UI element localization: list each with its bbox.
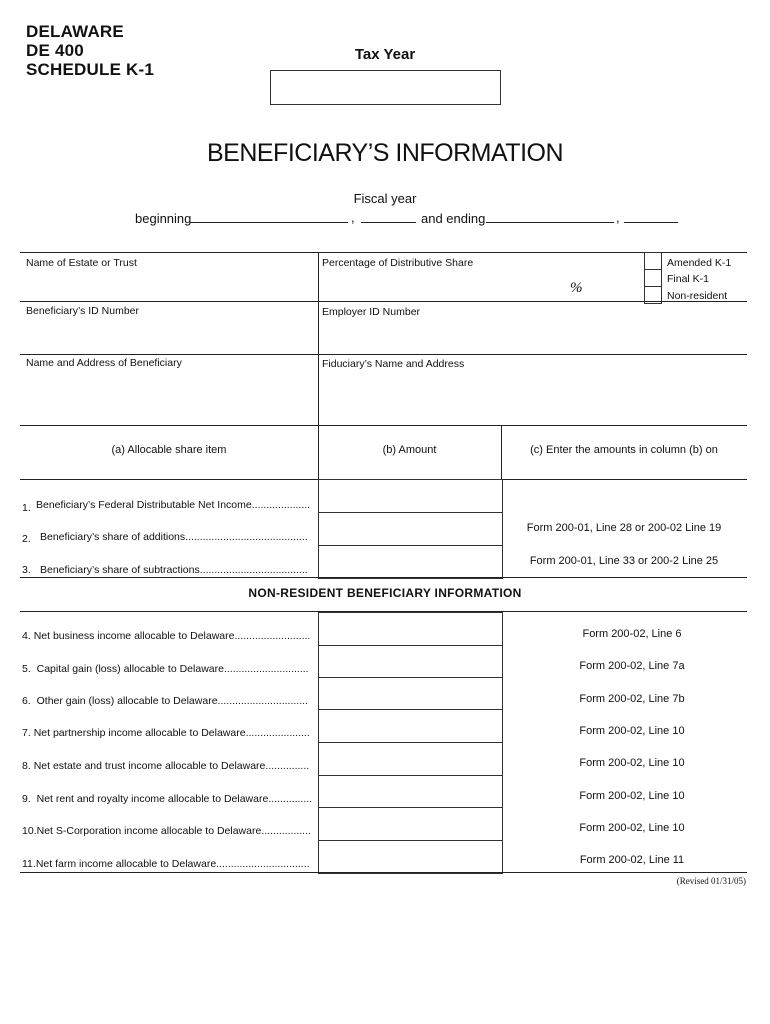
line-11-amount-input[interactable]: [318, 840, 503, 874]
nonresident-heading: NON-RESIDENT BENEFICIARY INFORMATION: [248, 586, 522, 600]
line-10-reference: Form 200-02, Line 10: [579, 822, 685, 834]
line-6-reference: Form 200-02, Line 7b: [579, 693, 685, 705]
line-row: 2. Beneficiary’s share of additions..........................................: [22, 531, 308, 545]
divider: [501, 425, 502, 479]
employer-id-field[interactable]: [322, 318, 742, 350]
ending-year-field[interactable]: [624, 222, 678, 223]
employer-id-label: Employer ID Number: [322, 306, 421, 318]
divider: [20, 425, 747, 426]
line-4-reference: Form 200-02, Line 6: [582, 628, 682, 640]
line-row: 7. Net partnership income allocable to Delaware......................: [22, 727, 310, 739]
and-ending-label: and ending: [421, 211, 486, 226]
line-7-reference: Form 200-02, Line 10: [579, 725, 685, 737]
divider: [318, 252, 319, 425]
line-10-amount-input[interactable]: [318, 807, 503, 841]
line-1-amount-input[interactable]: [318, 479, 503, 514]
tax-year-input[interactable]: [270, 70, 501, 105]
divider: [20, 354, 747, 355]
form-number: DE 400: [26, 41, 84, 60]
line-row: 4. Net business income allocable to Delaware..........................: [22, 630, 311, 642]
line-9-reference: Form 200-02, Line 10: [579, 790, 685, 802]
line-row: 10.Net S-Corporation income allocable to Delaware.................: [22, 825, 311, 837]
beneficiary-name-address-field[interactable]: [22, 370, 314, 420]
percentage-label: Percentage of Distributive Share: [322, 257, 474, 269]
line-5-amount-input[interactable]: [318, 645, 503, 678]
beginning-year-field[interactable]: [361, 222, 416, 223]
percent-sign: %: [570, 280, 583, 296]
ending-date-field[interactable]: [486, 222, 614, 223]
line-2-amount-input[interactable]: [318, 512, 503, 547]
line-4-amount-input[interactable]: [318, 612, 503, 646]
line-row: 5. Capital gain (loss) allocable to Delaware.............................: [22, 663, 309, 675]
final-label: Final K-1: [667, 273, 710, 285]
amended-label: Amended K-1: [667, 257, 732, 269]
line-11-reference: Form 200-02, Line 11: [579, 854, 685, 866]
line-row: 1. Beneficiary’s Federal Distributable Net Income....................: [22, 499, 311, 514]
divider: [20, 301, 747, 302]
line-row: 9. Net rent and royalty income allocable to Delaware...............: [22, 793, 313, 805]
line-row: 8. Net estate and trust income allocable to Delaware...............: [22, 760, 310, 772]
line-3-amount-input[interactable]: [318, 545, 503, 579]
column-c-header: (c) Enter the amounts in column (b) on: [530, 444, 718, 456]
form-state: DELAWARE: [26, 22, 124, 41]
line-2-reference: Form 200-01, Line 28 or 200-02 Line 19: [526, 522, 722, 534]
line-row: 6. Other gain (loss) allocable to Delaware...............................: [22, 695, 308, 707]
line-8-amount-input[interactable]: [318, 742, 503, 776]
beginning-label: beginning: [135, 211, 192, 226]
beneficiary-id-field[interactable]: [22, 318, 314, 350]
fiscal-year-label: Fiscal year: [353, 191, 417, 206]
amended-checkbox[interactable]: [644, 252, 662, 270]
nonresident-label: Non-resident: [667, 290, 728, 302]
divider: [318, 425, 319, 479]
comma: ,: [351, 210, 355, 225]
line-3-reference: Form 200-01, Line 33 or 200-2 Line 25: [529, 555, 719, 567]
estate-name-field[interactable]: [22, 270, 314, 298]
column-a-header: (a) Allocable share item: [111, 444, 227, 456]
revision-date: (Revised 01/31/05): [676, 876, 746, 886]
final-checkbox[interactable]: [644, 269, 662, 287]
fiduciary-name-address-field[interactable]: [322, 370, 742, 420]
page-title: BENEFICIARY’S INFORMATION: [206, 139, 564, 167]
beneficiary-id-label: Beneficiary’s ID Number: [26, 305, 140, 317]
line-5-reference: Form 200-02, Line 7a: [579, 660, 685, 672]
comma: ,: [616, 210, 620, 225]
tax-year-label: Tax Year: [354, 46, 416, 63]
beginning-date-field[interactable]: [190, 222, 348, 223]
estate-name-label: Name of Estate or Trust: [26, 257, 137, 269]
form-schedule: SCHEDULE K-1: [26, 60, 155, 79]
line-row: 3. Beneficiary’s share of subtractions.....................................: [22, 564, 308, 576]
column-b-header: (b) Amount: [382, 444, 437, 456]
percentage-field[interactable]: [322, 270, 567, 298]
line-row: 11.Net farm income allocable to Delaware................................: [22, 858, 310, 870]
line-9-amount-input[interactable]: [318, 775, 503, 808]
fiduciary-name-address-label: Fiduciary’s Name and Address: [322, 358, 465, 370]
line-6-amount-input[interactable]: [318, 677, 503, 710]
line-7-amount-input[interactable]: [318, 709, 503, 743]
beneficiary-name-address-label: Name and Address of Beneficiary: [26, 357, 182, 369]
divider: [20, 577, 747, 578]
divider: [20, 872, 747, 873]
line-8-reference: Form 200-02, Line 10: [579, 757, 685, 769]
divider: [20, 252, 747, 253]
